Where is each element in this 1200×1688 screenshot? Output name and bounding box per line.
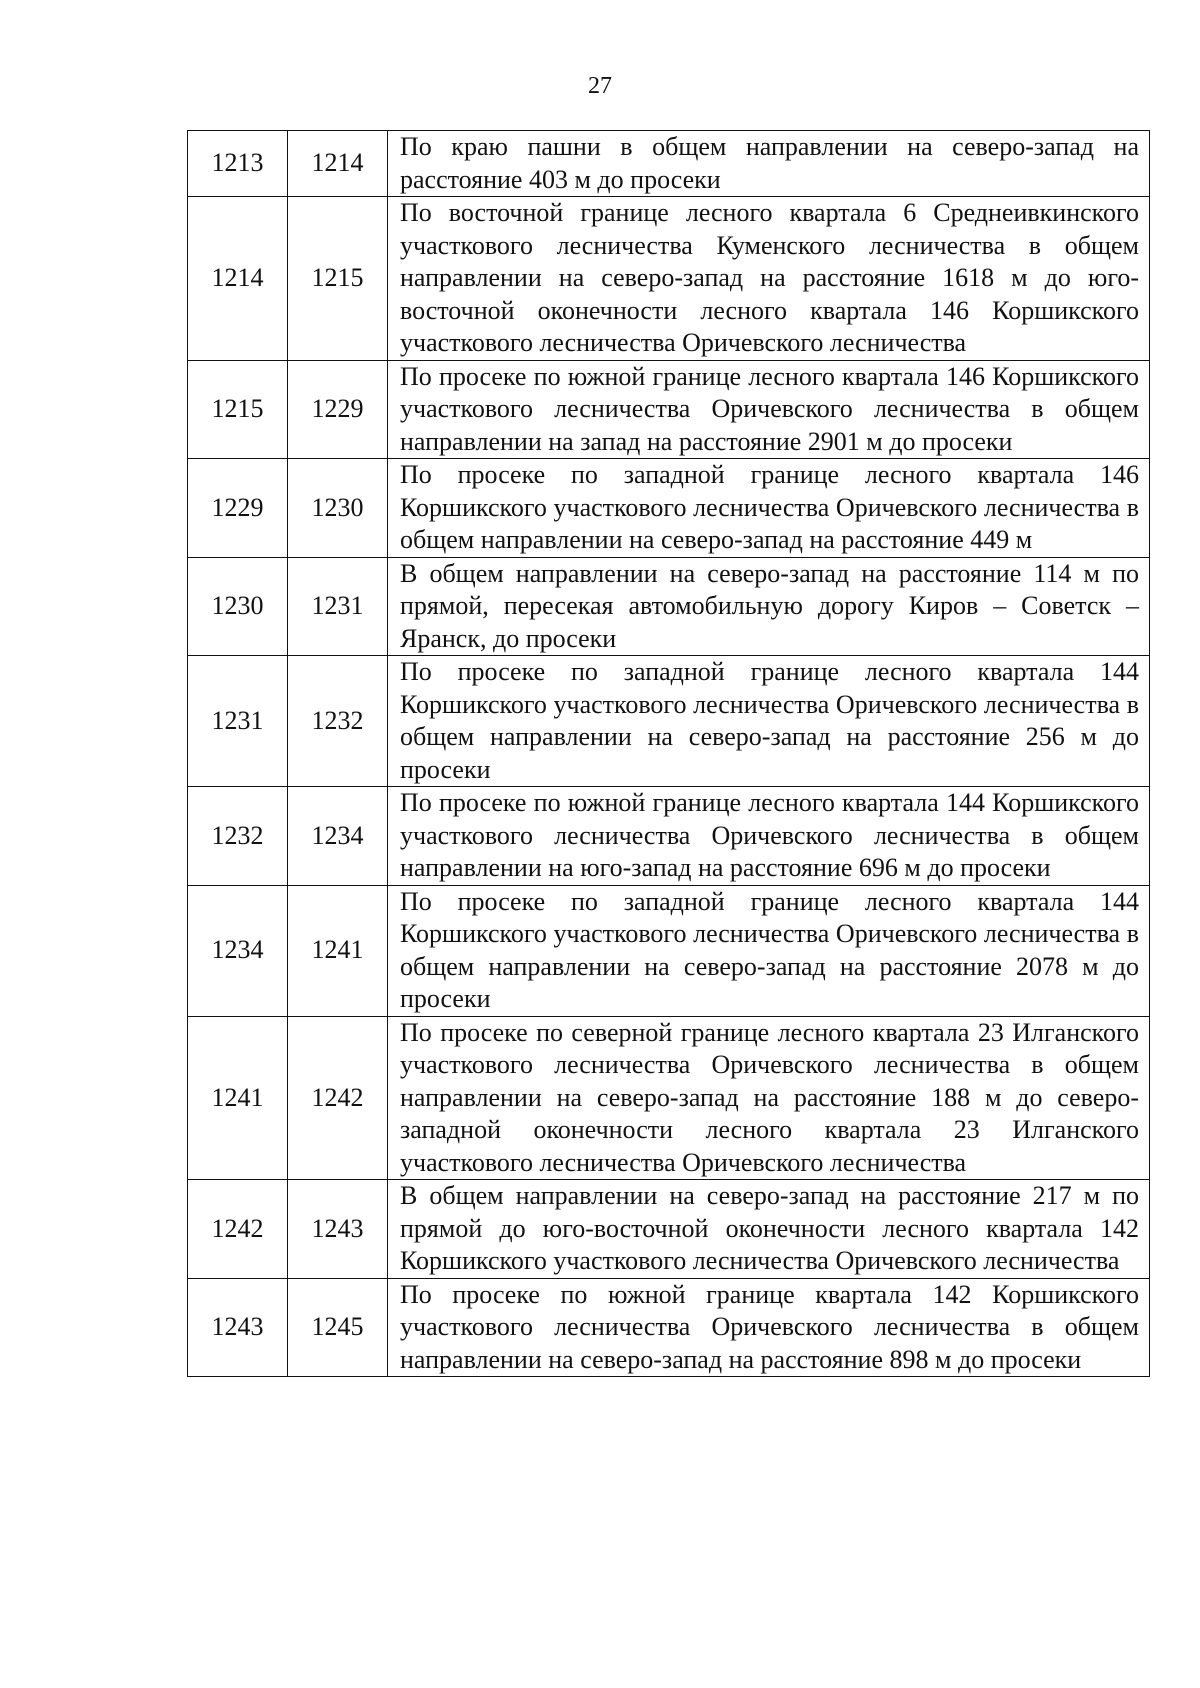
table-row [188,1016,1150,1180]
from-point-cell: 1230 [188,557,288,656]
to-point-cell: 1242 [288,1016,388,1180]
from-point-cell: 1241 [188,1016,288,1180]
description-cell: По просеке по северной границе лесного квартала 23 Илганского участкового лесничества Оричевского лесничества в общем направлении на северо-запад на расстояние 188 м до северо-западной оконечности лесного квартала 23 Илганского участкового лесничества Оричевского лесничества [388,1016,1150,1180]
to-point-cell: 1234 [288,787,388,886]
description-cell: По краю пашни в общем направлении на северо-запад на расстояние 403 м до просеки [388,131,1150,197]
boundary-description-table [187,130,1150,1377]
description-cell: По просеке по южной границе лесного квартала 146 Коршикского участкового лесничества Оричевского лесничества в общем направлении на запад на расстояние 2901 м до просеки [388,360,1150,459]
to-point-cell: 1241 [288,885,388,1016]
from-point-cell: 1242 [188,1180,288,1279]
description-cell: По просеке по западной границе лесного квартала 144 Коршикского участкового лесничества Оричевского лесничества в общем направлении на северо-запад на расстояние 256 м до просеки [388,656,1150,787]
description-cell: По восточной границе лесного квартала 6 Среднеивкинского участкового лесничества Куменского лесничества в общем направлении на северо-запад на расстояние 1618 м до юго-восточной оконечности лесного квартала 146 Коршикского участкового лесничества Оричевского лесничества [388,197,1150,361]
to-point-cell: 1245 [288,1278,388,1377]
from-point-cell: 1214 [188,197,288,361]
to-point-cell: 1215 [288,197,388,361]
table-row [188,1278,1150,1377]
table-row [188,787,1150,886]
description-cell: По просеке по южной границе лесного квартала 144 Коршикского участкового лесничества Оричевского лесничества в общем направлении на юго-запад на расстояние 696 м до просеки [388,787,1150,886]
table-row [188,656,1150,787]
to-point-cell: 1214 [288,131,388,197]
table-row [188,459,1150,558]
page-number: 27 [588,73,612,99]
description-cell: По просеке по западной границе лесного квартала 146 Коршикского участкового лесничества Оричевского лесничества в общем направлении на северо-запад на расстояние 449 м [388,459,1150,558]
to-point-cell: 1229 [288,360,388,459]
from-point-cell: 1231 [188,656,288,787]
from-point-cell: 1243 [188,1278,288,1377]
table-row [188,1180,1150,1279]
description-cell: По просеке по западной границе лесного квартала 144 Коршикского участкового лесничества Оричевского лесничества в общем направлении на северо-запад на расстояние 2078 м до просеки [388,885,1150,1016]
from-point-cell: 1234 [188,885,288,1016]
table-row [188,197,1150,361]
from-point-cell: 1229 [188,459,288,558]
from-point-cell: 1232 [188,787,288,886]
table-row [188,885,1150,1016]
to-point-cell: 1230 [288,459,388,558]
table-row [188,131,1150,197]
description-cell: По просеке по южной границе квартала 142 Коршикского участкового лесничества Оричевского лесничества в общем направлении на северо-запад на расстояние 898 м до просеки [388,1278,1150,1377]
description-cell: В общем направлении на северо-запад на расстояние 114 м по прямой, пересекая автомобильную дорогу Киров – Советск – Яранск, до просеки [388,557,1150,656]
from-point-cell: 1213 [188,131,288,197]
to-point-cell: 1232 [288,656,388,787]
description-cell: В общем направлении на северо-запад на расстояние 217 м по прямой до юго-восточной оконечности лесного квартала 142 Коршикского участкового лесничества Оричевского лесничества [388,1180,1150,1279]
from-point-cell: 1215 [188,360,288,459]
to-point-cell: 1243 [288,1180,388,1279]
table-row [188,557,1150,656]
to-point-cell: 1231 [288,557,388,656]
table-row [188,360,1150,459]
